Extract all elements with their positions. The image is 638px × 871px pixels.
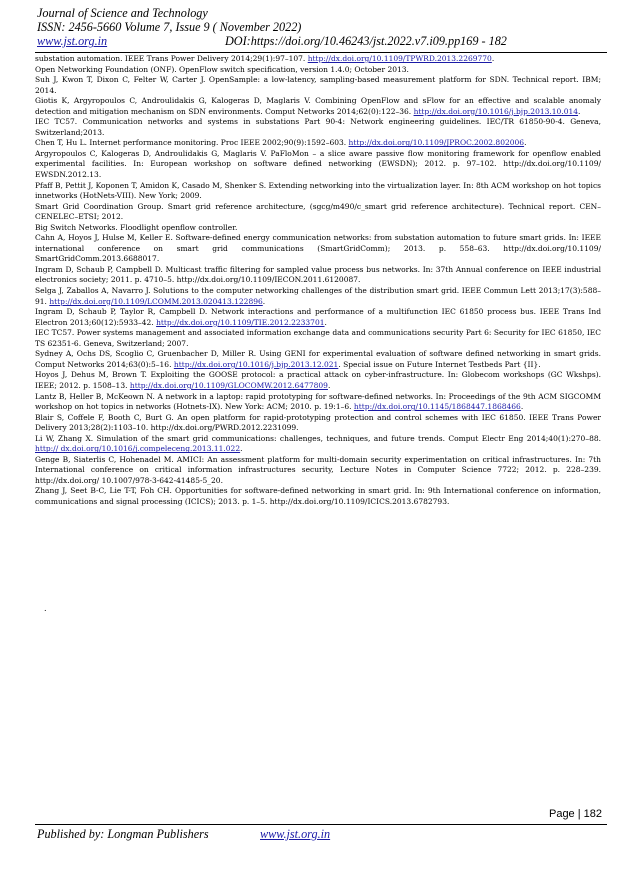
footer-rule xyxy=(35,824,607,825)
reference-entry xyxy=(35,65,601,76)
reference-tail: . xyxy=(578,106,581,116)
reference-entry xyxy=(35,328,601,349)
reference-entry xyxy=(35,202,601,223)
reference-doi-link[interactable]: http://dx.doi.org/10.1145/1868447.1868466 xyxy=(353,402,521,412)
reference-tail: . xyxy=(491,54,495,63)
reference-text: Zhang J, Seet B-C, Lie T-T, Foh CH. Opportunities for software-defined networking in smart grid. In: 9th International conference on information, communications and signal processing (ICICS); 2013. p. 1–5. http://dx.doi.org/10.1109/ICICS.2013.6782793. xyxy=(35,486,601,506)
stray-mark: . xyxy=(44,604,47,613)
footer-website-link[interactable]: www.jst.org.in xyxy=(260,827,331,841)
reference-entry xyxy=(35,138,601,149)
reference-doi-link[interactable]: http://dx.doi.org/10.1109/TPWRD.2013.2269770 xyxy=(307,54,492,63)
reference-doi-link[interactable]: http://dx.doi.org/10.1016/j.bjp.2013.12.021 xyxy=(173,359,339,369)
reference-text: Argyropoulos C, Kalogeras D, Androulidakis G, Maglaris V. PaFloMon – a slice aware passive flow monitoring framework for openflow enabled experimental facilities. In: European workshop on software defined networking (EWSDN); 2012. p. 97–102. http://dx.doi.org/10.1109/ EWSDN.2012.13. xyxy=(35,148,601,180)
reference-text: Giotis K, Argyropoulos C, Androulidakis G, Kalogeras D, Maglaris V. Combining OpenFlow and sFlow for an effective and scalable anomaly detection and mitigation mechanism on SDN environments. Comput Networks 2014;62(0):122–36. xyxy=(35,96,601,116)
reference-text: IEC TC57. Power systems management and associated information exchange data and communications security Part 6: Security for IEC 61850, IEC TS 62351-6. Geneva, Switzerland; 2007. xyxy=(35,328,601,348)
reference-entry xyxy=(35,286,601,307)
reference-doi-link[interactable]: http:// dx.doi.org/10.1016/j.compeleceng.2013.11.022 xyxy=(35,444,241,454)
reference-entry xyxy=(35,181,601,202)
reference-text: Pfaff B, Pettit J, Koponen T, Amidon K, Casado M, Shenker S. Extending networking into the virtualization layer. In: 8th ACM workshop on hot topics innetworks (HotNets-VIII). New York; 2009. xyxy=(35,180,601,201)
reference-entry xyxy=(35,223,601,234)
journal-title: Journal of Science and Technology xyxy=(37,6,208,20)
publisher-label: Published by: Longman Publishers xyxy=(37,827,209,841)
reference-entry xyxy=(35,75,601,96)
reference-entry xyxy=(35,233,601,265)
reference-entry xyxy=(35,370,601,391)
reference-entry xyxy=(35,149,601,181)
journal-website-link[interactable]: www.jst.org.in xyxy=(37,34,108,49)
reference-text: Big Switch Networks. Floodlight openflow controller. xyxy=(35,222,238,232)
reference-text: Blair S, Coffele F, Booth C, Burt G. An open platform for rapid-prototyping protection and control schemes with IEC 61850. IEEE Trans Power Delivery 2013;28(2):1103–10. http://dx.doi.org/PWRD.2012.2231099. xyxy=(35,412,601,433)
reference-text: Open Networking Foundation (ONF). OpenFlow switch specification, version 1.4.0; October 2013. xyxy=(35,64,409,74)
reference-entry xyxy=(35,96,601,117)
reference-entry xyxy=(35,434,601,455)
reference-doi-link[interactable]: http://dx.doi.org/10.1016/j.bjp.2013.10.014 xyxy=(413,106,579,116)
reference-entry xyxy=(35,486,601,507)
reference-doi-link[interactable]: http://dx.doi.org/10.1109/LCOMM.2013.020413.122896 xyxy=(49,296,263,306)
reference-text: Hoyos J, Dehus M, Brown T. Exploiting the GOOSE protocol: a practical attack on cyber-infrastructure. In: Globecom workshops (GC Wkshps). IEEE; 2012. p. 1508–13. xyxy=(35,370,601,390)
reference-doi-link[interactable]: http://dx.doi.org/10.1109/GLOCOMW.2012.6477809 xyxy=(129,380,328,390)
header-links-row xyxy=(37,34,607,48)
reference-tail: . xyxy=(324,317,327,327)
reference-tail: . Special issue on Future Internet Testbeds Part {II}. xyxy=(338,359,541,369)
reference-text: substation automation. IEEE Trans Power Delivery 2014;29(1):97–107. xyxy=(35,54,308,63)
journal-doi: DOI:https://doi.org/10.46243/jst.2022.v7.i09.pp169 - 182 xyxy=(225,34,507,49)
reference-text: Genge B, Siaterlis C, Hohenadel M. AMICI: An assessment platform for multi-domain security experimentation on critical infrastructures. In: 7th International conference on critical information infrastructures security, Lecture Notes in Computer Science 7722; 2012. p. 228–239. http://dx.doi.org/ 10.1007/978-3-642-41485-5_20. xyxy=(35,454,601,485)
reference-entry xyxy=(35,413,601,434)
reference-text: Selga J, Zaballos A, Navarro J. Solutions to the computer networking challenges of the distribution smart grid. IEEE Commun Lett 2013;17(3):588–91. xyxy=(35,286,601,306)
reference-entry xyxy=(35,307,601,328)
page-footer xyxy=(37,827,331,842)
reference-entry xyxy=(35,265,601,286)
reference-list xyxy=(35,54,601,508)
reference-text: IEC TC57. Communication networks and systems in substations Part 90-4: Network engineering guidelines. IEC/TR 61850-90-4. Geneva, Switzerland;2013. xyxy=(35,117,601,137)
reference-text: Lantz B, Heller B, McKeown N. A network in a laptop: rapid prototyping for software-defined networks. In: Proceedings of the 9th ACM SIGCOMM workshop on hot topics in networks (Hotnets-IX). New York: ACM; 2010. p. 19:1–6. xyxy=(35,391,601,412)
reference-tail: . xyxy=(520,402,524,412)
reference-tail: . xyxy=(524,138,527,148)
reference-tail: . xyxy=(262,296,266,306)
reference-text: Cahn A, Hoyos J, Hulse M, Keller E. Software-defined energy communication networks: from substation automation to future smart grids. In: IEEE international conference on smart grid communications (SmartGridComm); 2013. p. 558–63. http://dx.doi.org/10.1109/ SmartGridComm.2013.6688017. xyxy=(35,233,601,264)
reference-doi-link[interactable]: http://dx.doi.org/10.1109/TIE.2012.2233701 xyxy=(156,317,325,327)
reference-text: Smart Grid Coordination Group. Smart grid reference architecture, (sgcg/m490/c_smart grid reference architecture). Technical report. CEN–CENELEC–ETSI; 2012. xyxy=(35,201,601,222)
page-number: Page | 182 xyxy=(548,808,602,820)
reference-doi-link[interactable]: http://dx.doi.org/10.1109/JPROC.2002.802006 xyxy=(348,138,525,148)
reference-entry xyxy=(35,455,601,487)
reference-text: Sydney A, Ochs DS, Scoglio C, Gruenbacher D, Miller R. Using GENI for experimental evaluation of software defined networking in smart grids. Comput Networks 2014;63(0):5–16. xyxy=(35,349,601,369)
journal-header xyxy=(37,6,607,49)
reference-entry xyxy=(35,117,601,138)
reference-entry xyxy=(35,392,601,413)
reference-text: Suh J, Kwon T, Dixon C, Felter W, Carter J. OpenSample: a low-latency, sampling-based measurement platform for SDN. Technical report. IBM; 2014. xyxy=(35,75,601,95)
reference-tail: . xyxy=(327,380,331,390)
header-rule xyxy=(35,52,607,53)
reference-text: Chen T, Hu L. Internet performance monitoring. Proc IEEE 2002;90(9):1592–603. xyxy=(35,138,349,148)
reference-entry xyxy=(35,349,601,370)
journal-issn: ISSN: 2456-5660 Volume 7, Issue 9 ( November 2022) xyxy=(37,20,302,35)
reference-entry xyxy=(35,54,601,65)
reference-text: Ingram D, Schaub P, Campbell D. Multicast traffic filtering for sampled value process bus networks. In: 37th Annual conference on IEEE industrial electronics society; 2011. p. 4710–5. http://dx.doi.org/10.1109/IECON.2011.6120087. xyxy=(35,264,601,285)
reference-text: Li W, Zhang X. Simulation of the smart grid communications: challenges, techniques, and future trends. Comput Electr Eng 2014;40(1):270–88. xyxy=(35,433,601,443)
reference-tail: . xyxy=(240,444,243,454)
reference-text: Ingram D, Schaub P, Taylor R, Campbell D. Network interactions and performance of a multifunction IEC 61850 process bus. IEEE Trans Ind Electron 2013;60(12):5933–42. xyxy=(35,307,601,327)
